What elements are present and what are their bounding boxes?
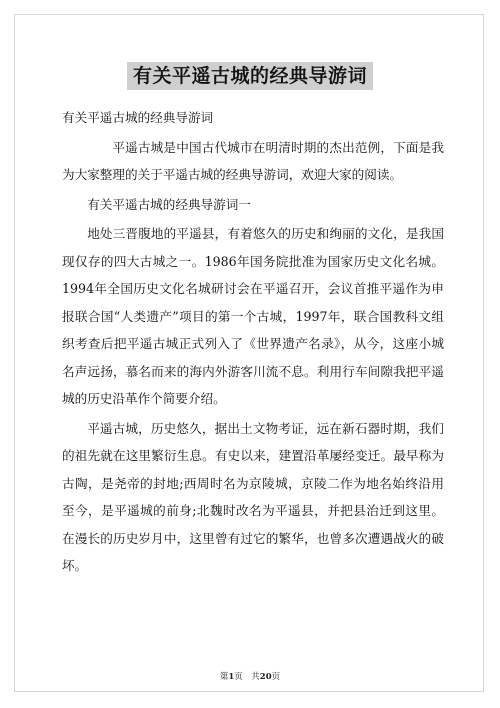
section-heading: 有关平遥古城的经典导游词一	[87, 196, 251, 212]
intro-paragraph: 平遥古城是中国古代城市在明清时期的杰出范例，下面是我为大家整理的关于平遥古城的经典导游词，欢迎大家的阅读。	[62, 139, 444, 182]
body-paragraph: 地处三晋腹地的平遥县，有着悠久的历史和绚丽的文化，是我国现仅存的四大古城之一。1986年国务院批准为国家历史文化名城。1994年全国历史文化名城研讨会在平遥召开，会议首推平遥作为申报联合国“人类遗产”项目的第一个古城，1997年，联合国教科文组织考查后把平遥古城正式列入了《世界遗产名录》，从今，这座小城名声远扬，慕名而来的海内外游客川流不息。利用行车间隙我把平遥城的历史沿革作个简要介绍。	[62, 226, 444, 406]
page-label-suffix: 页	[271, 672, 281, 682]
title-wrapper	[0, 62, 500, 90]
document-body	[62, 104, 444, 582]
page-label-mid: 页 共	[234, 672, 260, 682]
page-current-number: 1	[228, 672, 235, 682]
page-footer	[0, 670, 500, 682]
document-title: 有关平遥古城的经典导游词	[127, 62, 373, 90]
document-subtitle: 有关平遥古城的经典导游词	[62, 110, 214, 125]
body-paragraph: 平遥古城，历史悠久，据出土文物考证，远在新石器时期，我们的祖先就在这里繁衍生息。有史以来，建置沿革屡经变迁。最早称为古陶，是尧帝的封地;西周时名为京陵城，京陵二作为地名始终沿用至今，是平遥城的前身;北魏时改名为平遥县，并把县治迁到这里。在漫长的历史岁月中，这里曾有过它的繁华，也曾多次遭遇战火的破坏。	[62, 420, 444, 573]
page-total-number: 20	[259, 672, 272, 682]
page-label-prefix: 第	[219, 672, 229, 682]
